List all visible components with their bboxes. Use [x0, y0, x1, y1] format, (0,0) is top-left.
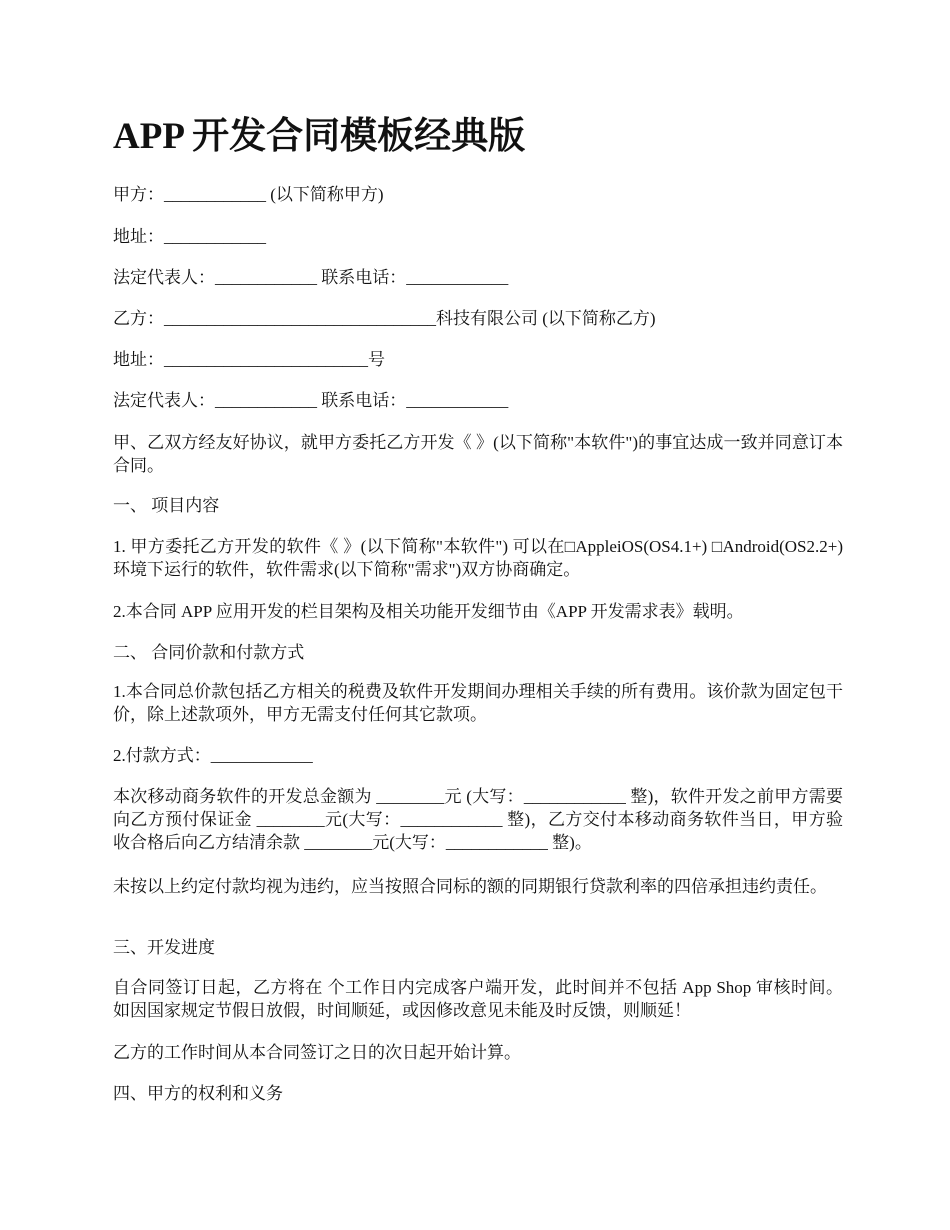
work-time-paragraph: 乙方的工作时间从本合同签订之日的次日起开始计算。 — [113, 1043, 521, 1062]
party-b-address: 地址：________________________号 — [113, 350, 385, 369]
document-title: APP 开发合同模板经典版 — [113, 116, 526, 157]
party-b-representative: 法定代表人：____________ 联系电话：____________ — [113, 391, 509, 410]
section-heading-1: 一、 项目内容 — [113, 496, 220, 515]
clause-2-2: 2.付款方式：____________ — [113, 746, 313, 765]
section-heading-3: 三、开发进度 — [113, 938, 215, 957]
party-b-name: 乙方：________________________________科技有限公司 (以下简称乙方) — [113, 309, 656, 328]
clause-1-2: 2.本合同 APP 应用开发的栏目架构及相关功能开发细节由《APP 开发需求表》载明。 — [113, 602, 744, 621]
preamble-paragraph: 甲、乙双方经友好协议，就甲方委托乙方开发《 》(以下简称"本软件")的事宜达成一致并同意订本合同。 — [113, 433, 843, 475]
clause-2-1: 1.本合同总价款包括乙方相关的税费及软件开发期间办理相关手续的所有费用。该价款为固定包干价，除上述款项外，甲方无需支付任何其它款项。 — [113, 682, 843, 724]
party-a-address: 地址：____________ — [113, 227, 266, 246]
party-a-representative: 法定代表人：____________ 联系电话：____________ — [113, 268, 509, 287]
section-heading-4: 四、甲方的权利和义务 — [113, 1084, 283, 1103]
section-heading-2: 二、 合同价款和付款方式 — [113, 643, 305, 662]
breach-paragraph: 未按以上约定付款均视为违约，应当按照合同标的额的同期银行贷款利率的四倍承担违约责任。 — [113, 877, 827, 896]
clause-1-1: 1. 甲方委托乙方开发的软件《 》(以下简称"本软件") 可以在□AppleiOS(OS4.1+) □Android(OS2.2+) 环境下运行的软件，软件需求(以下简称"需求")双方协商确定。 — [113, 537, 843, 579]
schedule-paragraph: 自合同签订日起，乙方将在 个工作日内完成客户端开发，此时间并不包括 App Shop 审核时间。 如因国家规定节假日放假，时间顺延，或因修改意见未能及时反馈，则顺延！ — [113, 978, 843, 1020]
payment-details-paragraph: 本次移动商务软件的开发总金额为 ________元 (大写：____________ 整)，软件开发之前甲方需要向乙方预付保证金 ________元(大写：____________ 整)，乙方交付本移动商务软件当日，甲方验收合格后向乙方结清余款 ________元(大写：____________ 整)。 — [113, 787, 843, 852]
party-a-name: 甲方：____________ (以下简称甲方) — [113, 185, 384, 204]
